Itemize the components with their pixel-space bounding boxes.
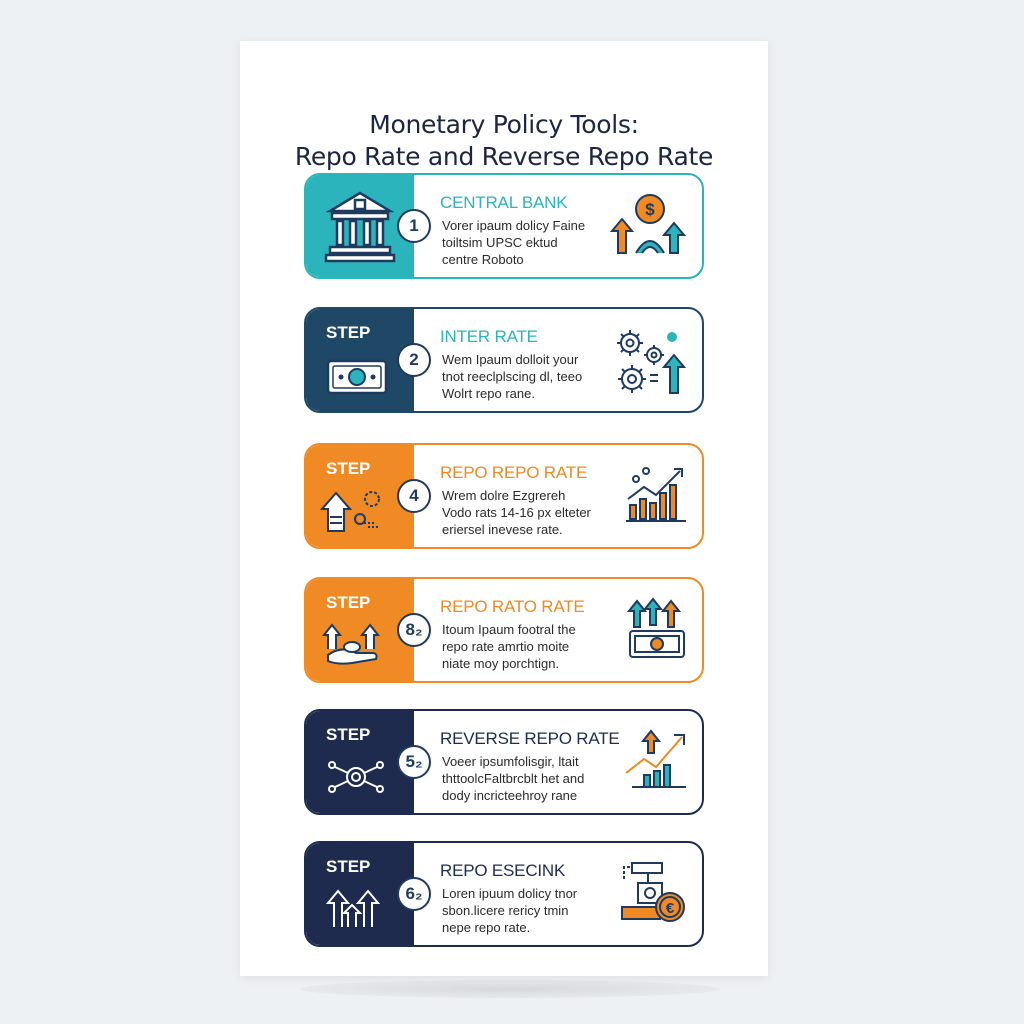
step-number: 1	[397, 209, 431, 243]
svg-text:$: $	[645, 200, 655, 219]
title-line-1: Monetary Policy Tools:	[369, 110, 639, 139]
bar-chart-up-icon	[624, 463, 688, 525]
step-card-6	[304, 841, 704, 947]
step-label: STEP	[326, 857, 371, 876]
desc-line: nepe repo rate.	[442, 920, 531, 935]
step-heading: INTER RATE	[440, 327, 538, 346]
step-description	[442, 885, 608, 936]
desc-line: Wolrt repo rane.	[442, 386, 535, 401]
step-label: STEP	[326, 593, 371, 612]
desc-line: Wem Ipaum dolloit your	[442, 352, 579, 367]
desc-line: sbon.licere rericy tmin	[442, 903, 569, 918]
card-shadow	[300, 980, 720, 998]
step-label: STEP	[326, 725, 371, 744]
desc-line: repo rate amrtio moite	[442, 639, 570, 654]
desc-line: Loren ipuum dolicy tnor	[442, 886, 578, 901]
desc-line: dody incricteehroy rane	[442, 788, 578, 803]
gears-arrow-icon	[614, 327, 688, 397]
title-line-2: Repo Rate and Reverse Repo Rate	[294, 142, 714, 171]
step-card-2	[304, 307, 704, 413]
machine-coin-icon	[618, 861, 688, 925]
step-number: 4	[397, 479, 431, 513]
desc-line: Voeer ipsumfolisgir, ltait	[442, 754, 579, 769]
step-description	[442, 753, 608, 804]
svg-text:€: €	[665, 900, 675, 917]
step-card-5	[304, 709, 704, 815]
step-description	[442, 487, 608, 538]
infographic-card	[240, 41, 768, 976]
network-icon	[326, 757, 386, 797]
step-heading: REPO RATO RATE	[440, 597, 585, 616]
desc-line: thttoolcFaltbrcblt het and	[442, 771, 585, 786]
page-title	[240, 109, 768, 173]
step-heading: REPO ESECINK	[440, 861, 566, 880]
money-arrows-icon	[626, 597, 688, 661]
banknote-icon	[326, 359, 388, 395]
step-heading: CENTRAL BANK	[440, 193, 568, 212]
step-heading: REPO REPO RATE	[440, 463, 588, 482]
hand-arrows-icon	[322, 619, 388, 669]
arrows-up-icon	[326, 885, 386, 929]
step-label: STEP	[326, 459, 371, 478]
step-card-4	[304, 577, 704, 683]
step-description	[442, 351, 608, 402]
desc-line: Wrem dolre Ezgrereh	[442, 488, 566, 503]
step-card-1	[304, 173, 704, 279]
desc-line: toiltsim UPSC ektud	[442, 235, 558, 250]
step-number: 6₂	[397, 877, 431, 911]
desc-line: centre Roboto	[442, 252, 524, 267]
step-description	[442, 621, 608, 672]
step-number: 2	[397, 343, 431, 377]
step-number: 5₂	[397, 745, 431, 779]
step-card-3	[304, 443, 704, 549]
desc-line: Vodo rats 14-16 px elteter	[442, 505, 591, 520]
desc-line: eriersel inevese rate.	[442, 522, 563, 537]
dollar-growth-icon	[610, 193, 688, 259]
bank-icon	[320, 187, 400, 267]
desc-line: niate moy porchtign.	[442, 656, 560, 671]
arrow-up-gear-icon	[320, 487, 390, 533]
growth-chart-icon	[624, 729, 688, 791]
step-label: STEP	[326, 323, 371, 342]
desc-line: Vorer ipaum dolicy Faine	[442, 218, 586, 233]
desc-line: tnot reeclplscing dl, teeo	[442, 369, 583, 384]
step-description	[442, 217, 608, 268]
desc-line: Itoum Ipaum footral the	[442, 622, 576, 637]
step-heading: REVERSE REPO RATE	[440, 729, 620, 748]
step-number: 8₂	[397, 613, 431, 647]
